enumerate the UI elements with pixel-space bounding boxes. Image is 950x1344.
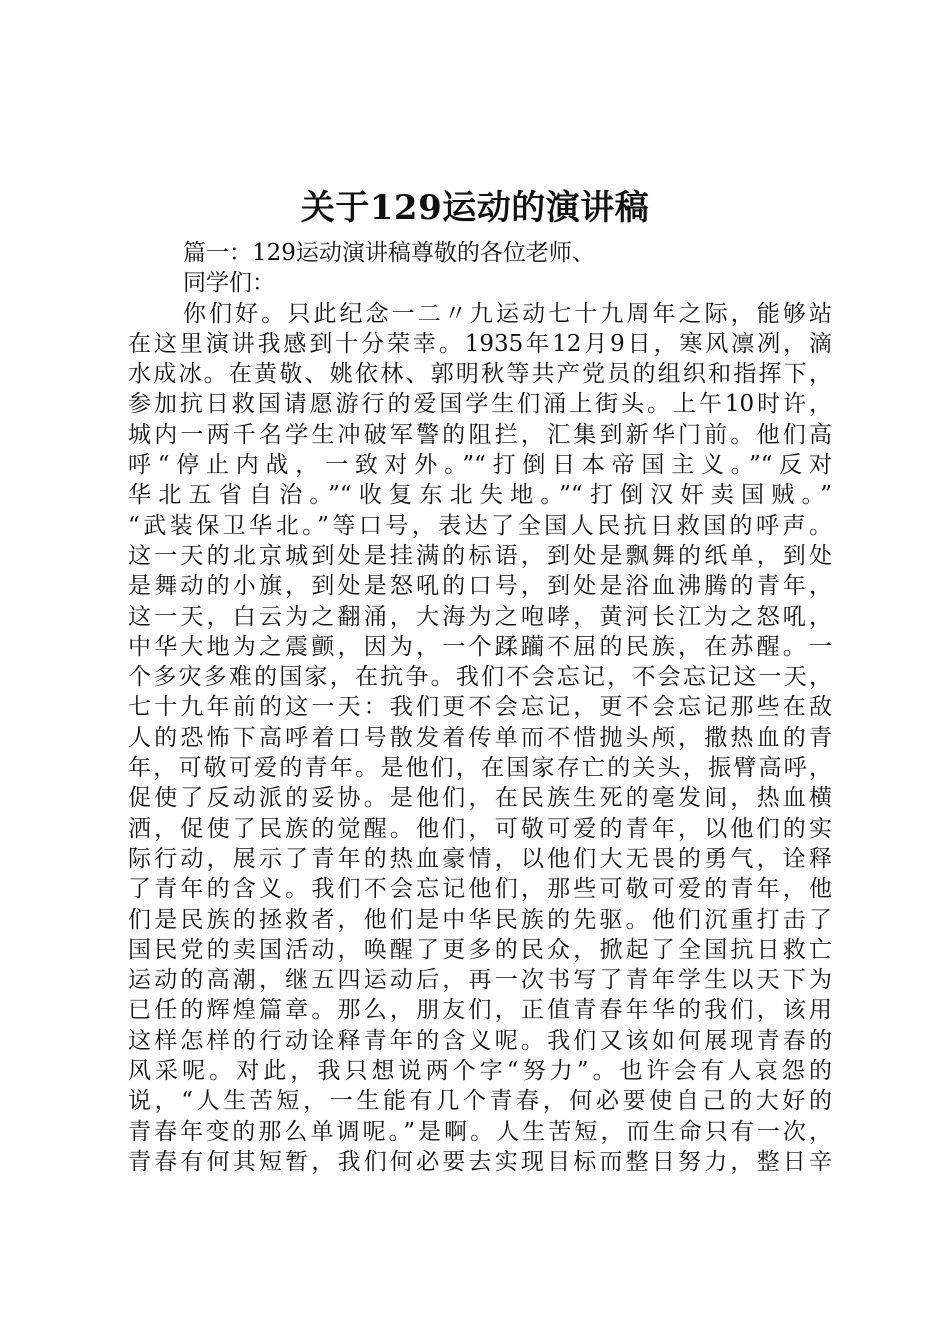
paragraph-line: 华北五省自治。”“收复东北失地。”“打倒汉奸卖国贼。”: [128, 482, 832, 509]
paragraph-line: 中华大地为之震颤，因为，一个蹂躏不屈的民族，在苏醒。一: [128, 633, 832, 660]
paragraph-line: 促使了反动派的妥协。是他们，在民族生死的毫发间，热血横: [128, 785, 832, 812]
paragraph-line: 们是民族的拯救者，他们是中华民族的先驱。他们沉重打击了: [128, 906, 832, 933]
paragraph-line: 这一天，白云为之翻涌，大海为之咆哮，黄河长江为之怒吼，: [128, 603, 832, 630]
paragraph-line: 参加抗日救国请愿游行的爱国学生们涌上街头。上午10时许，: [128, 391, 832, 418]
paragraph-line: 青春年变的那么单调呢。”是啊。人生苦短，而生命只有一次，: [128, 1118, 832, 1145]
paragraph-line: 个多灾多难的国家，在抗争。我们不会忘记，不会忘记这一天，: [128, 664, 832, 691]
paragraph-line: 呼“停止内战，一致对外。”“打倒日本帝国主义。”“反对: [128, 452, 832, 479]
paragraph-line: 洒，促使了民族的觉醒。他们，可敬可爱的青年，以他们的实: [128, 815, 832, 842]
paragraph-line: 同学们：: [183, 270, 275, 297]
paragraph-line: 年，可敬可爱的青年。是他们，在国家存亡的关头，振臂高呼，: [128, 755, 832, 782]
paragraph-line: 篇一：129运动演讲稿尊敬的各位老师、: [183, 240, 595, 266]
document-title: 关于129运动的演讲稿: [300, 188, 650, 228]
paragraph-line: 人的恐怖下高呼着口号散发着传单而不惜抛头颅，撒热血的青: [128, 724, 832, 751]
paragraph-line: 你们好。只此纪念一二〃九运动七十九周年之际，能够站: [183, 300, 832, 327]
paragraph-line: 运动的高潮，继五四运动后，再一次书写了青年学生以天下为: [128, 967, 832, 994]
paragraph-line: 青春有何其短暂，我们何必要去实现目标而整日努力，整日辛: [128, 1148, 832, 1175]
paragraph-line: 风采呢。对此，我只想说两个字“努力”。也许会有人哀怨的: [128, 1058, 832, 1085]
paragraph-line: 是舞动的小旗，到处是怒吼的口号，到处是浴血沸腾的青年，: [128, 573, 832, 600]
document-body: [128, 238, 832, 1177]
paragraph-line: 已任的辉煌篇章。那么，朋友们，正值青春年华的我们，该用: [128, 997, 832, 1024]
paragraph-line: 水成冰。在黄敬、姚依林、郭明秋等共产党员的组织和指挥下，: [128, 361, 832, 388]
paragraph-line: 了青年的含义。我们不会忘记他们，那些可敬可爱的青年，他: [128, 876, 832, 903]
paragraph-line: “武装保卫华北。”等口号，表达了全国人民抗日救国的呼声。: [128, 512, 832, 539]
paragraph-line: 城内一两千名学生冲破军警的阻拦，汇集到新华门前。他们高: [128, 421, 832, 448]
paragraph-line: 这一天的北京城到处是挂满的标语，到处是飘舞的纸单，到处: [128, 542, 832, 569]
paragraph-line: 这样怎样的行动诠释青年的含义呢。我们又该如何展现青春的: [128, 1027, 832, 1054]
paragraph-line: 际行动，展示了青年的热血豪情，以他们大无畏的勇气，诠释: [128, 845, 832, 872]
paragraph-line: 国民党的卖国活动，唤醒了更多的民众，掀起了全国抗日救亡: [128, 936, 832, 963]
paragraph-line: 在这里演讲我感到十分荣幸。1935年12月9日，寒风凛冽，滴: [128, 330, 832, 357]
paragraph-line: 七十九年前的这一天：我们更不会忘记，更不会忘记那些在敌: [128, 694, 832, 721]
paragraph-line: 说，“人生苦短，一生能有几个青春，何必要使自己的大好的: [128, 1088, 832, 1115]
